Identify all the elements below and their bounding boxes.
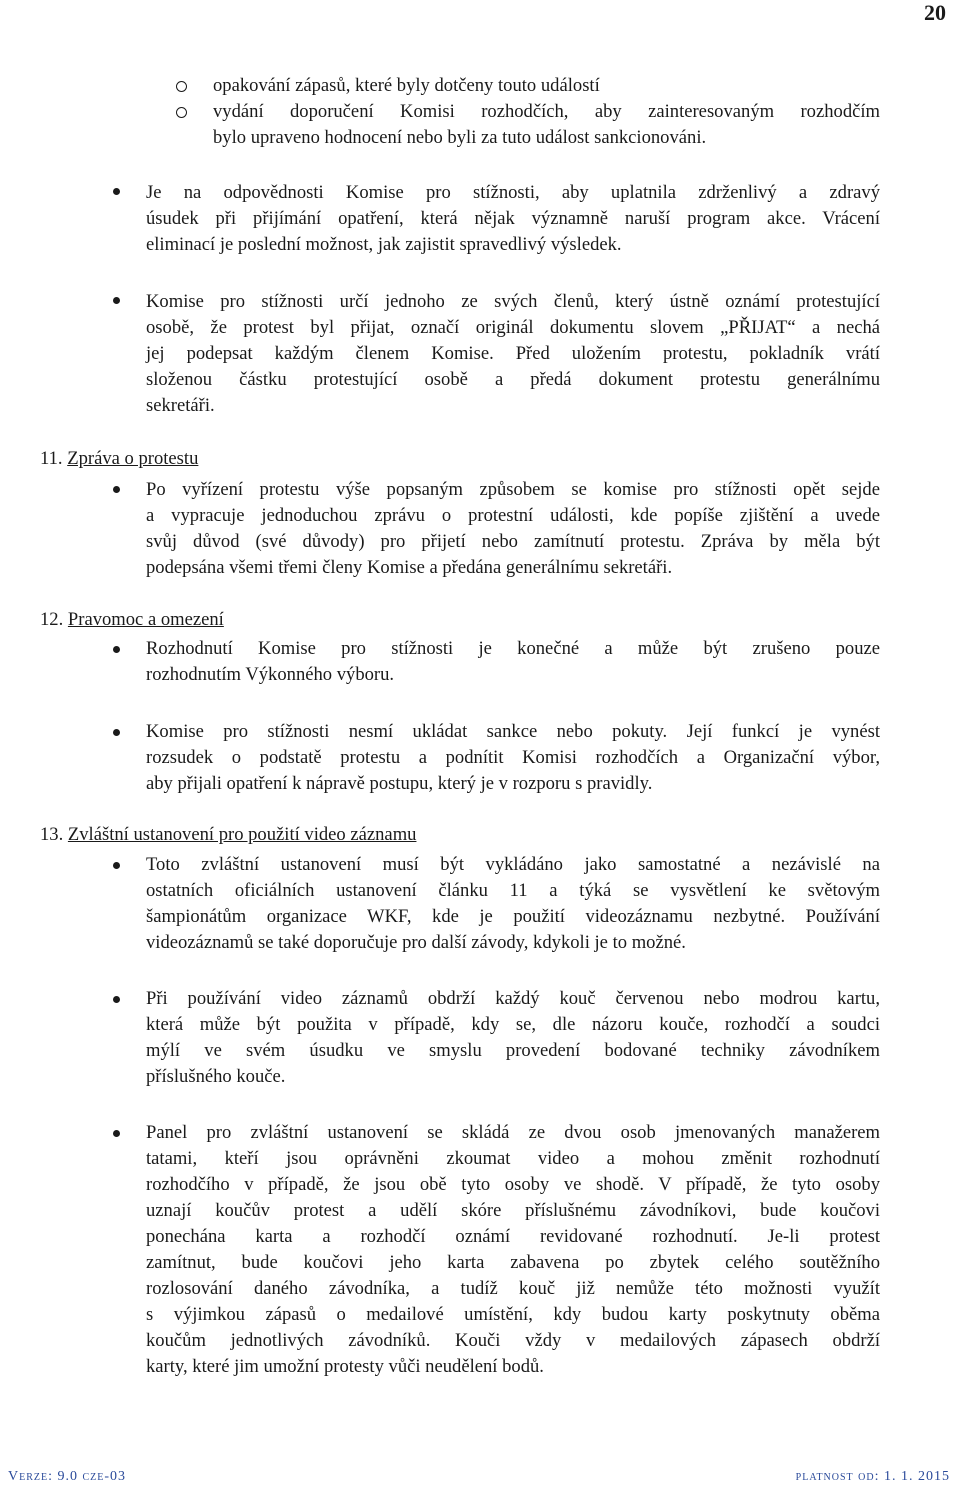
paragraph-line: Při používání video záznamů obdrží každý kouč červenou nebo modrou kartu,	[146, 988, 880, 1009]
paragraph-line: Rozhodnutí Komise pro stížnosti je konečné a může být zrušeno pouze	[146, 638, 880, 659]
bullet-icon	[113, 729, 120, 736]
footer-version-value: 9.0 cze-03	[57, 1469, 127, 1484]
section-heading	[40, 607, 224, 633]
paragraph-line: příslušného kouče.	[146, 1066, 286, 1087]
bullet-icon	[113, 297, 120, 304]
bullet-icon	[113, 486, 120, 493]
paragraph-line: koučům jednotlivých závodníků. Kouči vždy v medailových zápasech obdrží	[146, 1330, 880, 1351]
paragraph-line: Komise pro stížnosti určí jednoho ze svých členů, který ústně oznámí protestující	[146, 291, 880, 312]
paragraph-line: složenou částku protestující osobě a předá dokument protestu generálnímu	[146, 369, 880, 390]
footer-version-label: Verze:	[8, 1469, 53, 1484]
paragraph-line: a vypracuje jednoduchou zprávu o protestní události, kde popíše zjištění a uvede	[146, 505, 880, 526]
footer-validity	[796, 1469, 950, 1485]
paragraph-line: Je na odpovědnosti Komise pro stížnosti, aby uplatnila zdrženlivý a zdravý	[146, 182, 880, 203]
paragraph-line: Panel pro zvláštní ustanovení se skládá ze dvou osob jmenovaných manažerem	[146, 1122, 880, 1143]
paragraph-line: videozáznamů se také doporučuje pro další závody, kdykoli je to možné.	[146, 932, 686, 953]
paragraph-line: mýlí ve svém úsudku ve smyslu provedení bodované techniky závodníkem	[146, 1040, 880, 1061]
paragraph-line: rozhodnutím Výkonného výboru.	[146, 664, 395, 685]
bullet-icon	[113, 1130, 120, 1137]
footer-valid-value: 1. 1. 2015	[884, 1469, 950, 1484]
page-number: 20	[924, 0, 946, 25]
bullet-icon	[113, 862, 120, 869]
section-number: 11.	[40, 448, 63, 469]
paragraph-line: karty, které jim umožní protesty vůči neudělení bodů.	[146, 1356, 544, 1377]
paragraph-line: ponechána karta a rozhodčí oznámí revidované rozhodnutí. Je-li protest	[146, 1226, 880, 1247]
section-number: 12.	[40, 609, 64, 630]
paragraph-line: jej podepsat každým členem Komise. Před uložením protestu, pokladník vrátí	[146, 343, 880, 364]
paragraph-line: která může být použita v případě, kdy se, dle názoru kouče, rozhodčí a soudci	[146, 1014, 880, 1035]
paragraph-line: rozlosování daného závodníka, a tudíž kouč již nemůže této možnosti využít	[146, 1278, 880, 1299]
subitem-line: vydání doporučení Komisi rozhodčích, aby zainteresovaným rozhodčím	[213, 101, 880, 122]
footer-valid-label: platnost od:	[795, 1469, 880, 1484]
paragraph-line: tatami, kteří jsou oprávněni zkoumat video a mohou změnit rozhodnutí	[146, 1148, 880, 1169]
section-heading	[40, 446, 198, 472]
subitem-line: opakování zápasů, které byly dotčeny touto událostí	[213, 75, 600, 96]
paragraph-line: svůj důvod (své důvody) pro přijetí nebo zamítnutí protestu. Zpráva by měla být	[146, 531, 880, 552]
circle-bullet-icon	[176, 81, 187, 92]
bullet-icon	[113, 996, 120, 1003]
paragraph-line: s výjimkou zápasů o medailové umístění, kdy budou karty poskytnuty oběma	[146, 1304, 880, 1325]
section-title: Zpráva o protestu	[67, 448, 199, 469]
paragraph-line: aby přijali opatření k nápravě postupu, který je v rozporu s pravidly.	[146, 773, 653, 794]
section-number: 13.	[40, 824, 64, 845]
paragraph-line: eliminací je poslední možnost, jak zajistit spravedlivý výsledek.	[146, 234, 622, 255]
paragraph-line: úsudek při přijímání opatření, která nějak významně naruší program akce. Vrácení	[146, 208, 880, 229]
section-title: Pravomoc a omezení	[67, 609, 224, 630]
paragraph-line: Komise pro stížnosti nesmí ukládat sankce nebo pokuty. Její funkcí je vynést	[146, 721, 880, 742]
circle-bullet-icon	[176, 107, 187, 118]
bullet-icon	[113, 188, 120, 195]
paragraph-line: Toto zvláštní ustanovení musí být vykládáno jako samostatné a nezávislé na	[146, 854, 880, 875]
paragraph-line: podepsána všemi třemi členy Komise a předána generálnímu sekretáři.	[146, 557, 673, 578]
paragraph-line: šampionátům organizace WKF, kde je použití videozáznamu nezbytné. Používání	[146, 906, 880, 927]
bullet-icon	[113, 646, 120, 653]
paragraph-line: sekretáři.	[146, 395, 215, 416]
paragraph-line: rozhodčího v případě, že jsou obě tyto osoby ve shodě. V případě, že tyto osoby	[146, 1174, 880, 1195]
subitem-line: bylo upraveno hodnocení nebo byli za tuto událost sankcionováni.	[213, 127, 707, 148]
section-title: Zvláštní ustanovení pro použití video záznamu	[67, 824, 417, 845]
paragraph-line: ostatních oficiálních ustanovení článku 11 a týká se vysvětlení ke světovým	[146, 880, 880, 901]
footer-version	[8, 1469, 126, 1485]
paragraph-line: Po vyřízení protestu výše popsaným způsobem se komise pro stížnosti opět sejde	[146, 479, 880, 500]
paragraph-line: rozsudek o podstatě protestu a podnítit Komisi rozhodčích a Organizační výbor,	[146, 747, 880, 768]
paragraph-line: osobě, že protest byl přijat, označí originál dokumentu slovem „PŘIJAT“ a nechá	[146, 317, 880, 338]
paragraph-line: uznají koučův protest a udělí skóre příslušnému závodníkovi, bude koučovi	[146, 1200, 880, 1221]
paragraph-line: zamítnut, bude koučovi jeho karta zabavena po zbytek celého soutěžního	[146, 1252, 880, 1273]
section-heading	[40, 822, 416, 848]
